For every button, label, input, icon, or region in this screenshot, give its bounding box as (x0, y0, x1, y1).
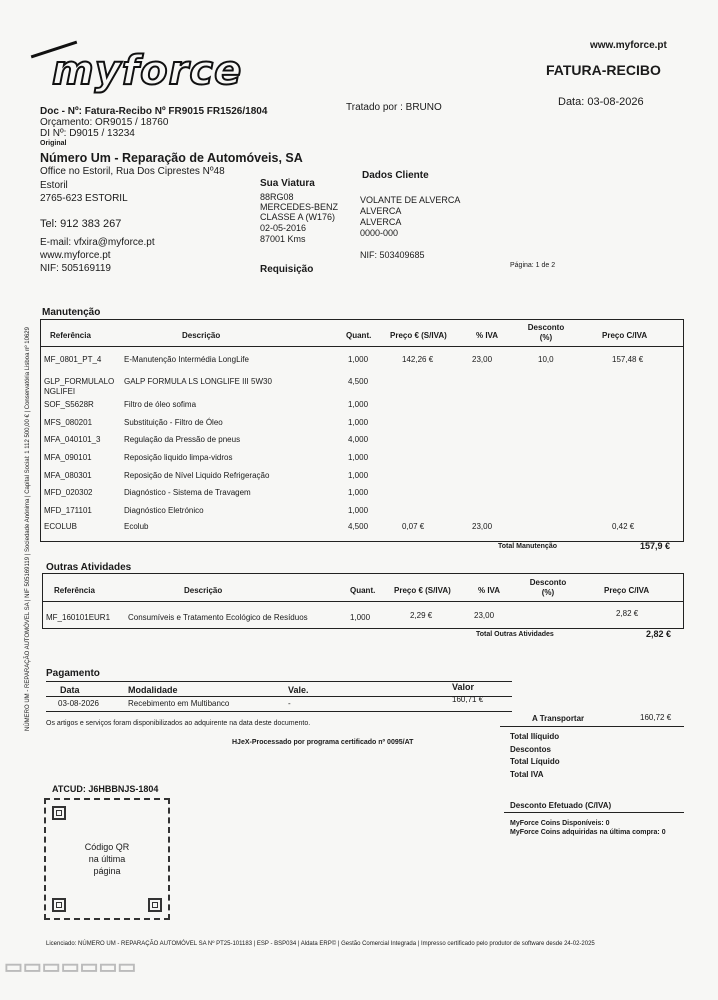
qr-corner-icon (52, 898, 66, 912)
manutencao-cell-price: 0,07 € (402, 522, 425, 531)
watermark-mark: ▭▭▭▭▭▭▭ (4, 956, 137, 978)
website-top[interactable]: www.myforce.pt (590, 40, 667, 51)
outras-row-qty: 1,000 (350, 613, 371, 622)
outras-col-preco: Preço € (S/IVA) (394, 586, 451, 595)
manutencao-cell-qty: 4,500 (348, 377, 369, 386)
original-label: Original (40, 140, 67, 147)
pagamento-col-data: Data (60, 685, 80, 695)
side-legal-text: NÚMERO UM - REPARAÇÃO AUTOMÓVEL SA | NIF 505169119 | Sociedade Anónima | Capital Social: 1 112 500,00 € | Conservatória Lisboa nº 10629 (25, 327, 31, 731)
qr-corner-icon (52, 806, 66, 820)
footer-license: Licenciado: NÚMERO UM - REPARAÇÃO AUTOMÓVEL SA Nº PT25-101183 | ESP - BSP034 | Aldata ERP© | Gestão Comercial Integrada | Impresso certificado pelo produtor de software desde 24-02-2025 (46, 941, 595, 947)
manutencao-cell-total: 157,48 € (612, 355, 644, 364)
pagamento-col-vale: Vale. (288, 685, 309, 695)
qr-code-placeholder (44, 798, 170, 920)
manutencao-cell-qty: 4,000 (348, 435, 369, 444)
manutencao-cell-ref: MFD_171101 (44, 506, 92, 515)
col-preco: Preço € (S/IVA) (390, 331, 447, 340)
qr-corner-icon (148, 898, 162, 912)
manutencao-cell-desc: Ecolub (124, 522, 149, 531)
client-title: Dados Cliente (362, 170, 429, 181)
manutencao-cell-total: 0,42 € (612, 522, 635, 531)
col-preco-civa: Preço C/IVA (602, 331, 648, 340)
company-postal: 2765-623 ESTORIL (40, 193, 128, 204)
treated-by: Tratado por : BRUNO (346, 102, 442, 113)
total-iva-label: Total IVA (510, 770, 544, 779)
outras-row-price: 2,29 € (410, 611, 433, 620)
vehicle-plate: 88RG08 (260, 192, 294, 202)
pagamento-header-line (46, 696, 512, 697)
company-address: Office no Estoril, Rua Dos Ciprestes Nº48 (40, 166, 225, 177)
requisicao-label: Requisição (260, 264, 314, 275)
manutencao-cell-ref: MFA_080301 (44, 471, 92, 480)
outras-col-descricao: Descrição (184, 586, 223, 595)
doc-date: Data: 03-08-2026 (558, 96, 644, 108)
manutencao-cell-desc: Diagnóstico Eletrónico (124, 506, 204, 515)
manutencao-cell-desc: Regulação da Pressão de pneus (124, 435, 241, 444)
client-nif: NIF: 503409685 (360, 250, 425, 260)
vehicle-km: 87001 Kms (260, 234, 306, 244)
pagamento-row-vale: - (288, 699, 291, 708)
col-quant: Quant. (346, 331, 372, 340)
coins-disponiveis: MyForce Coins Disponíveis: 0 (510, 820, 610, 827)
descontos-label: Descontos (510, 745, 551, 754)
manutencao-cell-iva: 23,00 (472, 522, 493, 531)
manutencao-header-divider (40, 346, 684, 347)
manutencao-title: Manutenção (42, 307, 101, 318)
manutencao-cell-disc: 10,0 (538, 355, 554, 364)
col-referencia: Referência (50, 331, 91, 340)
col-iva: % IVA (476, 331, 499, 340)
manutencao-cell-qty: 1,000 (348, 471, 369, 480)
company-name: Número Um - Reparação de Automóveis, SA (40, 151, 303, 165)
qr-text-line3: página (93, 866, 121, 876)
manutencao-cell-iva: 23,00 (472, 355, 493, 364)
vehicle-title: Sua Viatura (260, 178, 315, 189)
coins-adquiridas: MyForce Coins adquiridas na última compra: 0 (510, 829, 666, 836)
transportar-line (500, 726, 684, 727)
pagamento-title: Pagamento (46, 668, 100, 679)
pagamento-row-date: 03-08-2026 (58, 699, 99, 708)
company-website[interactable]: www.myforce.pt (40, 250, 111, 261)
pagamento-bottom-line (46, 711, 512, 712)
outras-title: Outras Atividades (46, 562, 132, 573)
pagamento-row-mod: Recebimento em Multibanco (128, 699, 230, 708)
manutencao-cell-qty: 1,000 (348, 355, 369, 364)
total-manutencao-value: 157,9 € (640, 541, 671, 551)
manutencao-cell-ref: MF_0801_PT_4 (44, 355, 102, 364)
outras-header-divider (42, 601, 684, 602)
transportar-value: 160,72 € (640, 713, 672, 722)
certificado-text: HJeX-Processado por programa certificado nº 0095/AT (232, 739, 414, 746)
col-descricao: Descrição (182, 331, 221, 340)
outras-row-desc: Consumíveis e Tratamento Ecológico de Resíduos (128, 613, 308, 622)
client-postal: 0000-000 (360, 228, 399, 238)
pagamento-col-valor: Valor (452, 682, 475, 692)
manutencao-cell-ref: SOF_S5628R (44, 400, 94, 409)
outras-col-iva: % IVA (478, 586, 501, 595)
qr-text-line1: Código QR (84, 842, 130, 852)
manutencao-cell-qty: 4,500 (348, 522, 369, 531)
desconto-efetuado-label: Desconto Efetuado (C/IVA) (510, 801, 612, 810)
manutencao-cell-qty: 1,000 (348, 506, 369, 515)
manutencao-cell-desc: GALP FORMULA LS LONGLIFE III 5W30 (124, 377, 272, 386)
total-outras-value: 2,82 € (646, 629, 672, 639)
di-number: DI Nº: D9015 / 13234 (40, 128, 135, 139)
manutencao-cell-qty: 1,000 (348, 418, 369, 427)
page-number: Página: 1 de 2 (510, 262, 556, 269)
desconto-line (504, 812, 684, 813)
total-outras-label: Total Outras Atividades (476, 631, 554, 638)
manutencao-cell-qty: 1,000 (348, 400, 369, 409)
pagamento-row-valor: 160,71 € (452, 695, 484, 704)
vehicle-make: MERCEDES-BENZ (260, 202, 339, 212)
manutencao-cell-desc: Reposição liquido limpa-vidros (124, 453, 233, 462)
doc-type-title: FATURA-RECIBO (546, 62, 661, 78)
company-email[interactable]: E-mail: vfxira@myforce.pt (40, 237, 155, 248)
pagamento-top-line (46, 681, 512, 682)
outras-row-ref: MF_160101EUR1 (46, 613, 111, 622)
company-city: Estoril (40, 180, 68, 191)
pagamento-col-modalidade: Modalidade (128, 685, 178, 695)
manutencao-cell-desc: Filtro de óleo sofima (124, 400, 197, 409)
manutencao-cell-desc: Substituição - Filtro de Óleo (124, 418, 223, 427)
client-name: VOLANTE DE ALVERCA (360, 195, 461, 205)
qr-text-line2: na última (88, 854, 126, 864)
total-manutencao-label: Total Manutenção (498, 543, 557, 550)
vehicle-date: 02-05-2016 (260, 223, 307, 233)
client-line2: ALVERCA (360, 206, 402, 216)
atcud: ATCUD: J6HBBNJS-1804 (52, 784, 159, 794)
total-liquido-label: Total Líquido (510, 757, 560, 766)
outras-col-preco-civa: Preço C/IVA (604, 586, 650, 595)
vehicle-model: CLASSE A (W176) (260, 212, 336, 222)
total-iliquido-label: Total Ilíquido (510, 732, 560, 741)
doc-number: Doc - Nº: Fatura-Recibo Nº FR9015 FR1526/1804 (40, 106, 268, 117)
manutencao-cell-desc: Reposição de Nível Liquido Refrigeração (124, 471, 270, 480)
manutencao-cell-ref: MFA_090101 (44, 453, 92, 462)
outras-col-desconto: Desconto (%) (529, 578, 567, 597)
outras-col-referencia: Referência (54, 586, 95, 595)
orcamento: Orçamento: OR9015 / 18760 (40, 117, 169, 128)
manutencao-cell-ref: MFS_080201 (44, 418, 93, 427)
manutencao-cell-ref: ECOLUB (44, 522, 77, 531)
outras-row-total: 2,82 € (616, 609, 639, 618)
manutencao-cell-desc: Diagnóstico - Sistema de Travagem (124, 488, 251, 497)
manutencao-cell-qty: 1,000 (348, 453, 369, 462)
manutencao-cell-ref: MFD_020302 (44, 488, 93, 497)
myforce-logo: myforce (52, 48, 243, 94)
outras-col-quant: Quant. (350, 586, 376, 595)
company-phone: Tel: 912 383 267 (40, 218, 122, 230)
outras-row-iva: 23,00 (474, 611, 495, 620)
manutencao-cell-desc: E-Manutenção Intermédia LongLife (124, 355, 249, 364)
manutencao-cell-price: 142,26 € (402, 355, 434, 364)
manutencao-cell-qty: 1,000 (348, 488, 369, 497)
pagamento-note: Os artigos e serviços foram disponibilizados ao adquirente na data deste documento. (46, 720, 311, 727)
manutencao-cell-ref: MFA_040101_3 (44, 435, 101, 444)
col-desconto: Desconto (%) (527, 323, 565, 342)
company-nif: NIF: 505169119 (40, 263, 111, 274)
manutencao-cell-ref: GLP_FORMULALO NGLIFEI (44, 377, 115, 396)
transportar-label: A Transportar (532, 714, 585, 723)
client-line3: ALVERCA (360, 217, 402, 227)
